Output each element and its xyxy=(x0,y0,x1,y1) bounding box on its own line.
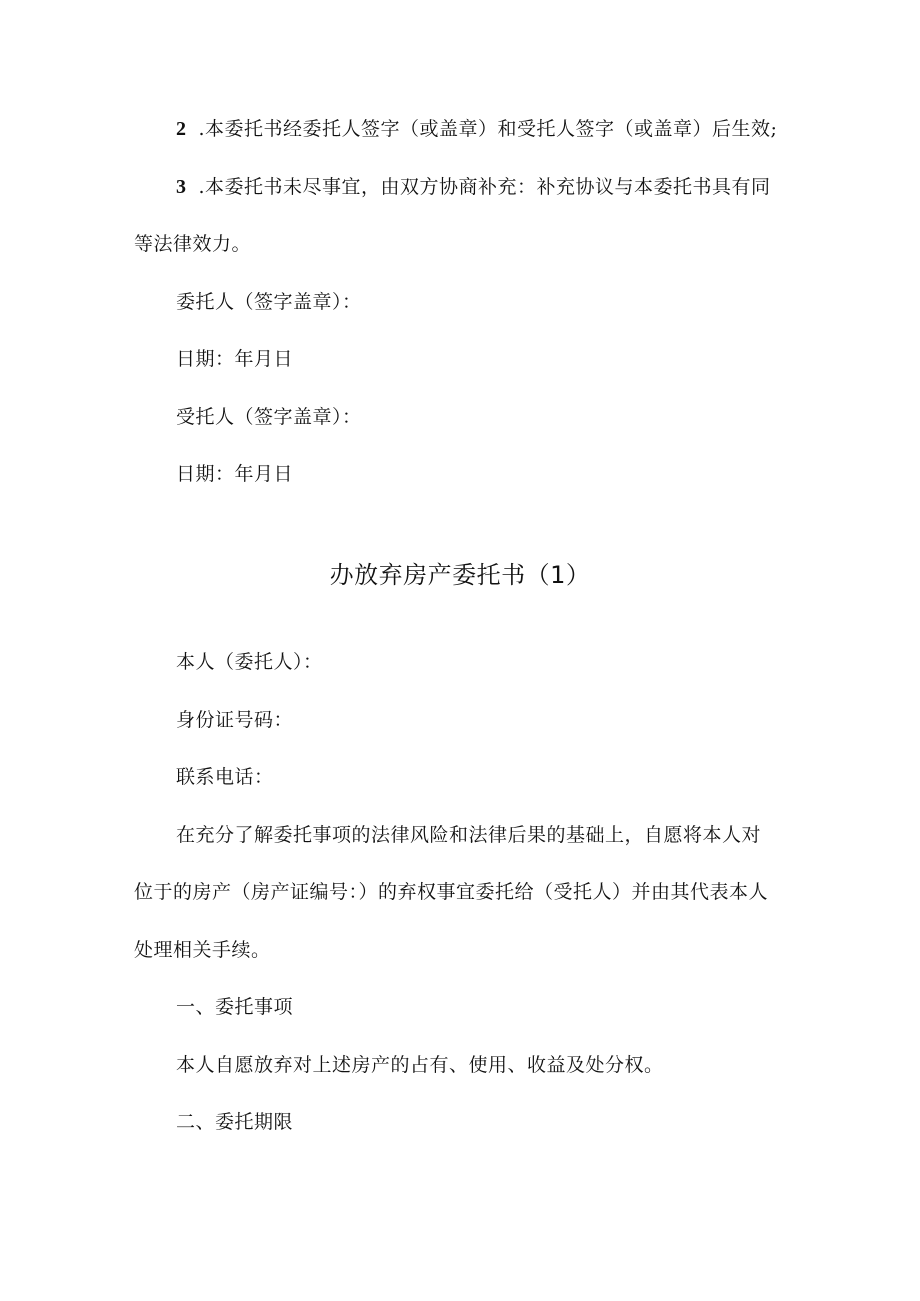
id-number-label: 身份证号码： xyxy=(176,709,294,731)
clause-3-line-1 xyxy=(176,174,771,200)
clause-3-text-1: .本委托书未尽事宜，由双方协商补充：补充协议与本委托书具有同 xyxy=(198,176,771,198)
clause-2 xyxy=(176,116,777,142)
phone-label: 联系电话： xyxy=(176,766,274,788)
principal-date-label: 日期：年月日 xyxy=(176,348,294,370)
intro-line-2: 位于的房产（房产证编号：）的弃权事宜委托给（受托人）并由其代表本人 xyxy=(134,881,769,903)
intro-line-3: 处理相关手续。 xyxy=(134,939,271,961)
principal-signature-label: 委托人（签字盖章）： xyxy=(176,291,362,313)
clause-2-text: .本委托书经委托人签字（或盖章）和受托人签字（或盖章）后生效; xyxy=(198,118,778,140)
clause-3-number: 3 xyxy=(176,176,187,198)
clause-2-number: 2 xyxy=(176,118,187,140)
agent-date-label: 日期：年月日 xyxy=(176,463,294,485)
self-principal-label: 本人（委托人）： xyxy=(176,651,323,673)
intro-line-1: 在充分了解委托事项的法律风险和法律后果的基础上，自愿将本人对 xyxy=(176,824,762,846)
clause-3-line-2: 等法律效力。 xyxy=(134,233,252,255)
section-1-body: 本人自愿放弃对上述房产的占有、使用、收益及处分权。 xyxy=(176,1054,664,1076)
section-1-heading: 一、委托事项 xyxy=(176,996,294,1018)
document-title: 办放弃房产委托书（1） xyxy=(329,561,591,589)
section-2-heading: 二、委托期限 xyxy=(176,1111,294,1133)
agent-signature-label: 受托人（签字盖章）： xyxy=(176,406,362,428)
